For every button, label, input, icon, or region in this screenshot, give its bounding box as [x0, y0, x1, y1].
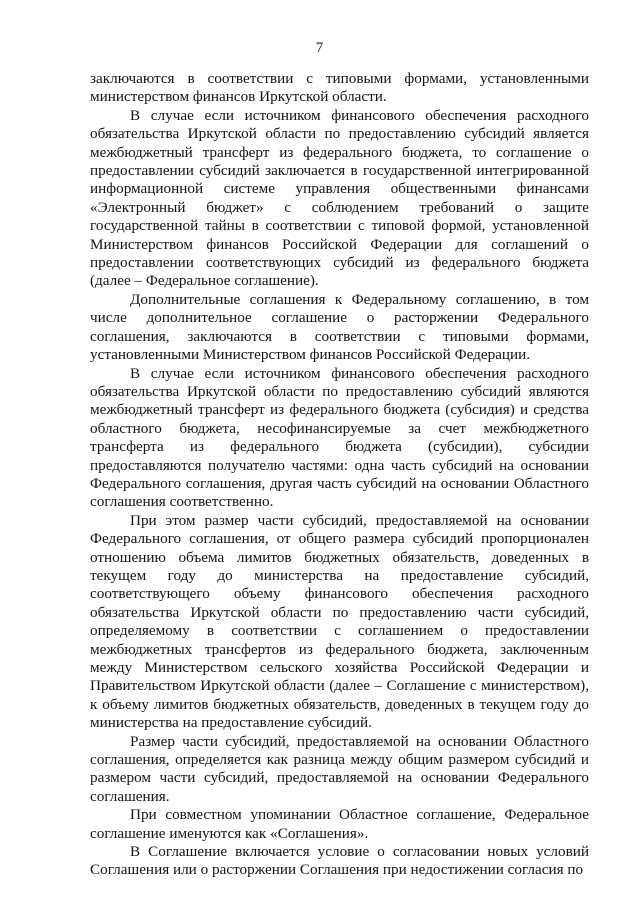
document-body [90, 70, 589, 880]
paragraph: В случае если источником финансового обеспечения расходного обязательства Иркутской области по предоставлению субсидий являются межбюджетный трансферт из федерального бюджета (субсидия) и средства областного бюджета, несофинансируемые за счет межбюджетного трансферта из федерального бюджета (субсидии), субсидии предоставляются получателю частями: одна часть субсидий на основании Федерального соглашения, другая часть субсидий на основании Областного соглашения соответственно. [90, 364, 589, 511]
paragraph: При совместном упоминании Областное соглашение, Федеральное соглашение именуются как «Соглашения». [90, 806, 589, 842]
paragraph: Дополнительные соглашения к Федеральному соглашению, в том числе дополнительное соглашение о расторжении Федерального соглашения, заключаются в соответствии с типовыми формами, установленными Министерством финансов Российской Федерации. [90, 290, 589, 364]
paragraph: При этом размер части субсидий, предоставляемой на основании Федерального соглашения, от общего размера субсидий пропорционален отношению объема лимитов бюджетных обязательств, доведенных в текущем году до министерства на предоставление субсидий, соответствующего объему финансового обеспечения расходного обязательства Иркутской области по предоставлению части субсидий, определяемому в соответствии с соглашением о предоставлении межбюджетных трансфертов из федерального бюджета, заключенным между Министерством сельского хозяйства Российской Федерации и Правительством Иркутской области (далее – Соглашение с министерством), к объему лимитов бюджетных обязательств, доведенных в текущем году до министерства на предоставление субсидий. [90, 511, 589, 732]
page-number: 7 [315, 40, 324, 56]
paragraph: В случае если источником финансового обеспечения расходного обязательства Иркутской области по предоставлению субсидий является межбюджетный трансферт из федерального бюджета, то соглашение о предоставлении субсидий заключается в государственной интегрированной информационной системе управления общественными финансами «Электронный бюджет» с соблюдением требований о защите государственной тайны в соответствии с типовой формой, установленной Министерством финансов Российской Федерации для соглашений о предоставлении соответствующих субсидий из федерального бюджета (далее – Федеральное соглашение). [90, 106, 589, 290]
paragraph: заключаются в соответствии с типовыми формами, установленными министерством финансов Иркутской области. [90, 70, 589, 106]
paragraph: Размер части субсидий, предоставляемой на основании Областного соглашения, определяется как разница между общим размером субсидий и размером части субсидий, предоставляемой на основании Федерального соглашения. [90, 732, 589, 805]
paragraph: В Соглашение включается условие о согласовании новых условий Соглашения или о расторжении Соглашения при недостижении согласия по [90, 843, 589, 879]
